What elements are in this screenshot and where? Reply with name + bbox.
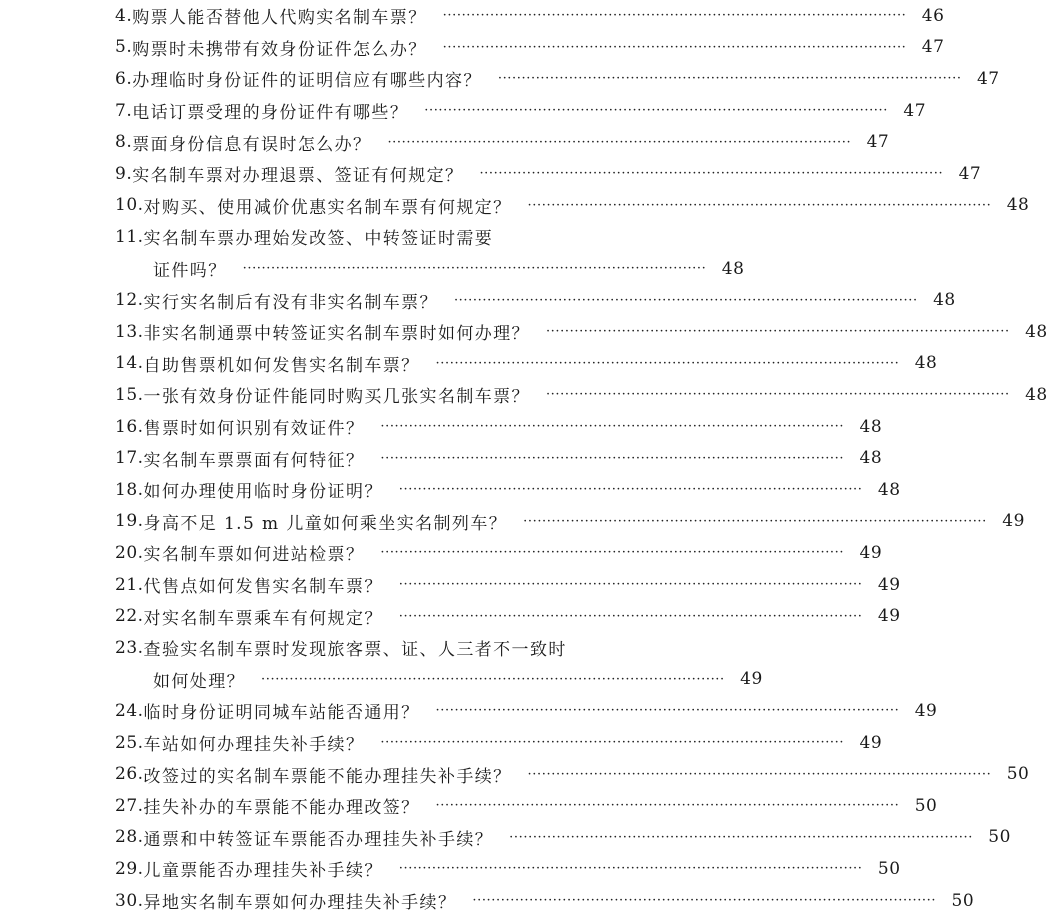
toc-leader-dots: ·································································································· — [435, 798, 900, 814]
toc-entry-line — [115, 348, 938, 380]
toc-entry[interactable] — [115, 284, 956, 316]
toc-page-number: 48 — [1025, 321, 1048, 342]
toc-entry-title: 电话订票受理的身份证件有哪些？ — [132, 103, 409, 124]
toc-leader-dots: ·································································································· — [545, 324, 1010, 340]
toc-page-number: 47 — [903, 100, 927, 121]
toc-entry-line — [115, 727, 883, 759]
toc-entry[interactable] — [115, 411, 883, 443]
toc-entry-number: 18. — [115, 479, 144, 500]
toc-page-number: 49 — [877, 574, 901, 595]
toc-page-number: 50 — [877, 858, 901, 879]
toc-entry-title: 异地实名制车票如何办理挂失补手续？ — [143, 893, 457, 914]
toc-leader-dots: ·································································································· — [472, 893, 937, 909]
toc-page-number: 49 — [914, 700, 938, 721]
toc-page-number: 49 — [877, 606, 901, 627]
toc-entry-line — [115, 506, 1025, 538]
toc-entry[interactable] — [115, 885, 975, 916]
toc-entry[interactable] — [115, 569, 901, 601]
toc-entry[interactable] — [115, 442, 883, 474]
toc-leader-dots: ·································································································· — [527, 197, 992, 213]
toc-page-number: 50 — [914, 795, 938, 816]
toc-entry-line — [115, 790, 938, 822]
toc-entry[interactable] — [115, 126, 890, 158]
toc-entry-title: 自助售票机如何发售实名制车票？ — [143, 355, 420, 376]
toc-entry[interactable] — [115, 348, 938, 380]
toc-entry-title: 实名制车票对办理退票、签证有何规定？ — [132, 166, 464, 187]
toc-page-number: 49 — [859, 542, 883, 563]
toc-page-number: 50 — [1006, 764, 1030, 785]
toc-entry[interactable] — [115, 316, 1048, 348]
toc-entry-number: 23. — [115, 637, 144, 658]
toc-entry-line — [115, 664, 763, 696]
toc-leader-dots: ·································································································· — [398, 482, 863, 498]
toc-leader-dots: ·································································································· — [509, 829, 973, 845]
toc-page-number: 50 — [988, 827, 1011, 848]
toc-entry[interactable] — [115, 506, 1025, 538]
toc-page-number: 49 — [1002, 511, 1025, 532]
toc-entry-number: 28. — [115, 827, 144, 848]
toc-entry-title: 儿童票能否办理挂失补手续？ — [143, 861, 383, 882]
toc-entry-line — [115, 0, 945, 32]
toc-page-number: 48 — [721, 258, 745, 279]
toc-entry[interactable] — [115, 190, 1030, 222]
toc-entry-line — [115, 758, 1030, 790]
toc-entry[interactable] — [115, 600, 901, 632]
toc-entry-line — [115, 695, 938, 727]
toc-leader-dots: ·································································································· — [479, 166, 944, 182]
toc-entry-number: 8. — [115, 132, 133, 153]
toc-entry[interactable] — [115, 158, 982, 190]
toc-entry[interactable] — [115, 379, 1048, 411]
toc-entry-number: 26. — [115, 764, 144, 785]
toc-entry-number: 16. — [115, 416, 144, 437]
toc-entry[interactable] — [115, 95, 927, 127]
toc-entry-number: 15. — [115, 384, 144, 405]
toc-entry-number: 4. — [115, 5, 133, 26]
toc-leader-dots: ·································································································· — [398, 577, 863, 593]
toc-entry-number: 17. — [115, 448, 144, 469]
toc-leader-dots: ·································································································· — [435, 355, 900, 371]
toc-page-number: 49 — [740, 669, 763, 690]
toc-entry[interactable] — [115, 221, 745, 284]
toc-entry-title: 票面身份信息有误时怎么办？ — [132, 134, 372, 155]
toc-entry-title: 临时身份证明同城车站能否通用？ — [143, 703, 420, 724]
toc-leader-dots: ·································································································· — [261, 671, 725, 687]
toc-leader-dots: ·································································································· — [523, 513, 987, 529]
toc-page-number: 47 — [958, 163, 982, 184]
toc-entry-line — [115, 32, 945, 64]
toc-entry-title: 身高不足 1.5 m 儿童如何乘坐实名制列车？ — [143, 513, 508, 534]
toc-entry[interactable] — [115, 758, 1030, 790]
toc-leader-dots: ·································································································· — [398, 861, 863, 877]
toc-entry-title: 代售点如何发售实名制车票？ — [143, 577, 383, 598]
toc-leader-dots: ·································································································· — [380, 545, 845, 561]
toc-entry-title: 办理临时身份证件的证明信应有哪些内容？ — [132, 71, 482, 92]
toc-entry-number: 22. — [115, 606, 144, 627]
toc-entry[interactable] — [115, 32, 945, 64]
toc-entry-title: 购票人能否替他人代购实名制车票？ — [132, 8, 427, 29]
toc-entry-number: 27. — [115, 795, 144, 816]
toc-entry-number: 19. — [115, 511, 144, 532]
toc-entry-line — [115, 221, 707, 253]
toc-leader-dots: ·································································································· — [380, 450, 845, 466]
toc-leader-dots: ·································································································· — [387, 134, 852, 150]
toc-entry[interactable] — [115, 63, 1000, 95]
toc-page-number: 47 — [866, 132, 890, 153]
toc-entry-number: 29. — [115, 858, 144, 879]
toc-entry-line — [115, 632, 707, 664]
toc-leader-dots: ·································································································· — [435, 703, 900, 719]
toc-page-number: 46 — [921, 5, 945, 26]
toc-entry[interactable] — [115, 0, 945, 32]
toc-entry-number: 9. — [115, 163, 133, 184]
toc-entry-number: 21. — [115, 574, 144, 595]
toc-page-number: 48 — [1025, 384, 1048, 405]
toc-entry-number: 10. — [115, 195, 144, 216]
toc-page-number: 48 — [1006, 195, 1030, 216]
toc-entry-title: 非实名制通票中转签证实名制车票时如何办理？ — [143, 324, 530, 345]
toc-leader-dots: ·································································································· — [380, 419, 845, 435]
toc-leader-dots: ·································································································· — [242, 261, 707, 277]
toc-entry-line — [115, 95, 927, 127]
toc-leader-dots: ·································································································· — [442, 8, 907, 24]
toc-entry-line — [115, 253, 745, 285]
toc-entry-number: 30. — [115, 890, 144, 911]
toc-leader-dots: ·································································································· — [527, 766, 992, 782]
toc-leader-dots: ·································································································· — [453, 292, 918, 308]
toc-entry-number: 6. — [115, 68, 133, 89]
toc-leader-dots: ·································································································· — [398, 608, 863, 624]
toc-entry[interactable] — [115, 853, 901, 885]
toc-entry-number: 20. — [115, 542, 144, 563]
toc-entry-line — [115, 442, 883, 474]
toc-entry-line — [115, 411, 883, 443]
toc-entry-number: 12. — [115, 290, 144, 311]
toc-entry[interactable] — [115, 632, 763, 695]
toc-page-number: 48 — [877, 479, 901, 500]
toc-entry-title: 通票和中转签证车票能否办理挂失补手续？ — [143, 829, 494, 850]
toc-leader-dots: ·································································································· — [497, 71, 962, 87]
toc-entry-title: 实名制车票票面有何特征？ — [143, 450, 365, 471]
toc-entry[interactable] — [115, 727, 883, 759]
toc-entry[interactable] — [115, 790, 938, 822]
toc-page-number: 47 — [976, 68, 1000, 89]
toc-entry-line — [115, 284, 956, 316]
toc-entry-line — [115, 190, 1030, 222]
toc-entry-title: 证件吗？ — [153, 261, 227, 282]
toc-entry-title: 实名制车票办理始发改签、中转签证时需要 — [143, 229, 494, 250]
toc-entry-title: 购票时未携带有效身份证件怎么办？ — [132, 39, 427, 60]
toc-page-number: 48 — [914, 353, 938, 374]
toc-entry-number: 25. — [115, 732, 144, 753]
toc-entry-number: 14. — [115, 353, 144, 374]
toc-entry[interactable] — [115, 695, 938, 727]
toc-entry-line — [115, 63, 1000, 95]
toc-entry-title: 对实名制车票乘车有何规定？ — [143, 608, 383, 629]
toc-page-number: 49 — [859, 732, 883, 753]
toc-entry-line — [115, 569, 901, 601]
toc-entry-title: 如何办理使用临时身份证明？ — [143, 482, 383, 503]
toc-page-number: 47 — [921, 37, 945, 58]
toc-entry-line — [115, 474, 901, 506]
toc-entry-title: 一张有效身份证件能同时购买几张实名制车票？ — [143, 387, 530, 408]
toc-entry-line — [115, 158, 982, 190]
toc-leader-dots: ·································································································· — [442, 39, 907, 55]
toc-entry[interactable] — [115, 474, 901, 506]
toc-entry-line — [115, 537, 883, 569]
toc-entry-title: 如何处理？ — [153, 671, 245, 692]
toc-entry-line — [115, 853, 901, 885]
toc-page-number: 50 — [951, 890, 975, 911]
toc-entry-line — [115, 379, 1048, 411]
toc-entry-line — [115, 316, 1048, 348]
toc-entry-number: 24. — [115, 700, 144, 721]
toc-entry-title: 挂失补办的车票能不能办理改签？ — [143, 798, 420, 819]
toc-page-number: 48 — [859, 448, 883, 469]
toc-leader-dots: ·································································································· — [380, 735, 845, 751]
toc-entry-number: 11. — [115, 226, 144, 247]
toc-page-number: 48 — [859, 416, 883, 437]
toc-entry-line — [115, 885, 975, 916]
toc-entry-number: 13. — [115, 321, 144, 342]
toc-entry-number: 7. — [115, 100, 133, 121]
toc-entry[interactable] — [115, 822, 1011, 854]
toc-leader-dots: ·································································································· — [545, 387, 1010, 403]
toc-entry-title: 对购买、使用减价优惠实名制车票有何规定？ — [143, 197, 512, 218]
toc-entry[interactable] — [115, 537, 883, 569]
toc-leader-dots: ·································································································· — [424, 103, 889, 119]
toc-entry-title: 查验实名制车票时发现旅客票、证、人三者不一致时 — [143, 640, 567, 661]
toc-entry-title: 实行实名制后有没有非实名制车票？ — [143, 292, 438, 313]
toc-entry-title: 车站如何办理挂失补手续？ — [143, 735, 365, 756]
toc-entry-number: 5. — [115, 37, 133, 58]
toc-page-number: 48 — [933, 290, 956, 311]
toc-entry-title: 改签过的实名制车票能不能办理挂失补手续？ — [143, 766, 512, 787]
toc-entry-title: 实名制车票如何进站检票？ — [143, 545, 365, 566]
toc-entry-line — [115, 126, 890, 158]
toc-entry-line — [115, 600, 901, 632]
toc-entry-line — [115, 822, 1011, 854]
toc-entry-title: 售票时如何识别有效证件？ — [143, 419, 365, 440]
